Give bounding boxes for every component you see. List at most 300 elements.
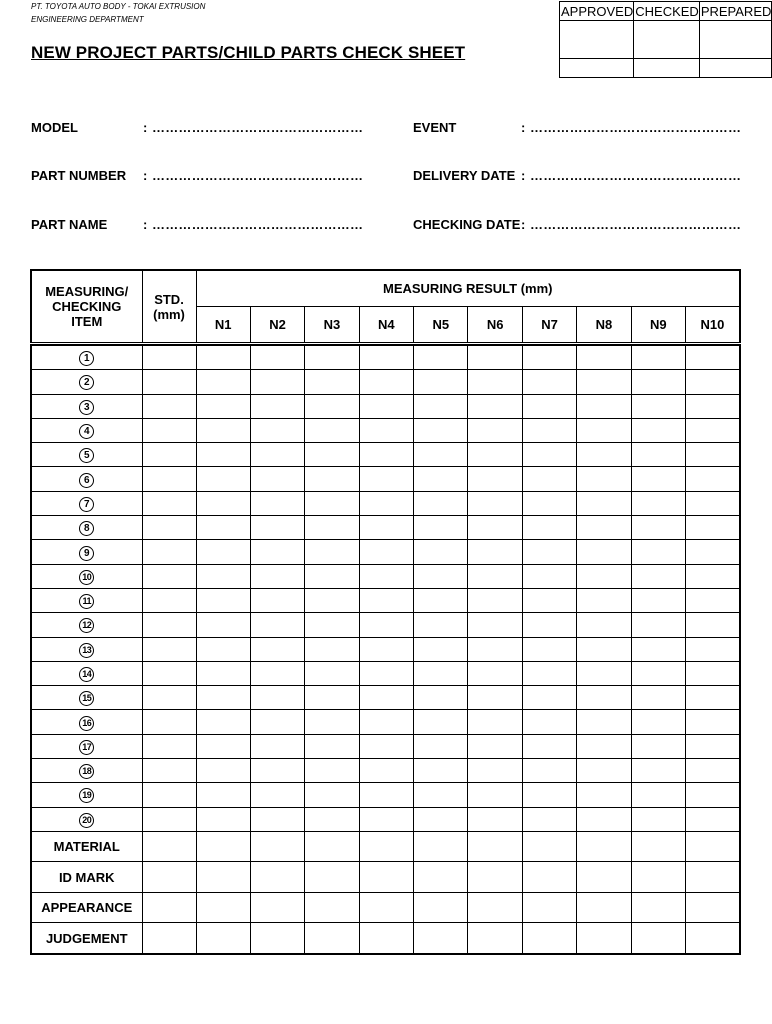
- item-15-n3-cell[interactable]: [305, 686, 359, 710]
- item-number-cell: [31, 516, 142, 540]
- item-11-n5-cell[interactable]: [414, 588, 468, 612]
- item-20-n5-cell[interactable]: [414, 807, 468, 831]
- item-11-n2-cell[interactable]: [250, 588, 304, 612]
- item-16-n10-cell[interactable]: [686, 710, 740, 734]
- item-5-n1-cell[interactable]: [196, 443, 250, 467]
- item-20-n6-cell[interactable]: [468, 807, 522, 831]
- id-mark-n2-cell[interactable]: [250, 862, 304, 893]
- id-mark-n1-cell[interactable]: [196, 862, 250, 893]
- item-3-n7-cell[interactable]: [522, 394, 576, 418]
- item-7-n4-cell[interactable]: [359, 491, 413, 515]
- material-std-cell[interactable]: [142, 831, 196, 862]
- item-16-n6-cell[interactable]: [468, 710, 522, 734]
- item-20-n10-cell[interactable]: [686, 807, 740, 831]
- item-9-n4-cell[interactable]: [359, 540, 413, 564]
- id-mark-n3-cell[interactable]: [305, 862, 359, 893]
- item-20-n1-cell[interactable]: [196, 807, 250, 831]
- model-dots[interactable]: …………………………………………: [152, 120, 364, 135]
- item-11-n4-cell[interactable]: [359, 588, 413, 612]
- approved-date-cell[interactable]: [560, 59, 634, 78]
- item-number-cell: [31, 686, 142, 710]
- item-3-n5-cell[interactable]: [414, 394, 468, 418]
- item-14-n5-cell[interactable]: [414, 661, 468, 685]
- table-row: [31, 394, 740, 418]
- item-16-n3-cell[interactable]: [305, 710, 359, 734]
- item-16-n9-cell[interactable]: [631, 710, 685, 734]
- item-4-n1-cell[interactable]: [196, 418, 250, 442]
- item-1-n10-cell[interactable]: [686, 346, 740, 370]
- item-18-n8-cell[interactable]: [577, 759, 631, 783]
- item-7-std-cell[interactable]: [142, 491, 196, 515]
- item-13-n6-cell[interactable]: [468, 637, 522, 661]
- item-17-n3-cell[interactable]: [305, 734, 359, 758]
- item-number-badge: 14: [79, 667, 94, 682]
- prepared-header: PREPARED: [700, 3, 772, 19]
- item-2-n2-cell[interactable]: [250, 370, 304, 394]
- item-9-n6-cell[interactable]: [468, 540, 522, 564]
- item-18-n6-cell[interactable]: [468, 759, 522, 783]
- item-20-n8-cell[interactable]: [577, 807, 631, 831]
- item-4-n4-cell[interactable]: [359, 418, 413, 442]
- item-10-n2-cell[interactable]: [250, 564, 304, 588]
- item-6-n8-cell[interactable]: [577, 467, 631, 491]
- item-7-n6-cell[interactable]: [468, 491, 522, 515]
- appearance-n2-cell[interactable]: [250, 892, 304, 923]
- item-13-n8-cell[interactable]: [577, 637, 631, 661]
- appearance-n5-cell[interactable]: [414, 892, 468, 923]
- item-16-n4-cell[interactable]: [359, 710, 413, 734]
- item-13-n3-cell[interactable]: [305, 637, 359, 661]
- item-13-n1-cell[interactable]: [196, 637, 250, 661]
- item-12-n6-cell[interactable]: [468, 613, 522, 637]
- item-20-n7-cell[interactable]: [522, 807, 576, 831]
- item-4-std-cell[interactable]: [142, 418, 196, 442]
- item-7-n8-cell[interactable]: [577, 491, 631, 515]
- item-1-n7-cell[interactable]: [522, 346, 576, 370]
- item-13-n4-cell[interactable]: [359, 637, 413, 661]
- item-2-n5-cell[interactable]: [414, 370, 468, 394]
- item-5-n7-cell[interactable]: [522, 443, 576, 467]
- item-16-n7-cell[interactable]: [522, 710, 576, 734]
- material-n4-cell[interactable]: [359, 831, 413, 862]
- item-14-n2-cell[interactable]: [250, 661, 304, 685]
- table-row: [31, 564, 740, 588]
- item-8-n7-cell[interactable]: [522, 516, 576, 540]
- item-5-n5-cell[interactable]: [414, 443, 468, 467]
- item-10-n6-cell[interactable]: [468, 564, 522, 588]
- item-12-n4-cell[interactable]: [359, 613, 413, 637]
- appearance-n6-cell[interactable]: [468, 892, 522, 923]
- item-1-n1-cell[interactable]: [196, 346, 250, 370]
- item-14-std-cell[interactable]: [142, 661, 196, 685]
- prepared-date-cell[interactable]: [699, 59, 772, 78]
- item-9-std-cell[interactable]: [142, 540, 196, 564]
- item-13-n7-cell[interactable]: [522, 637, 576, 661]
- judgement-n1-cell[interactable]: [196, 923, 250, 954]
- material-n6-cell[interactable]: [468, 831, 522, 862]
- item-10-n4-cell[interactable]: [359, 564, 413, 588]
- item-13-n10-cell[interactable]: [686, 637, 740, 661]
- judgement-n8-cell[interactable]: [577, 923, 631, 954]
- item-2-std-cell[interactable]: [142, 370, 196, 394]
- item-15-n10-cell[interactable]: [686, 686, 740, 710]
- item-12-n1-cell[interactable]: [196, 613, 250, 637]
- item-15-n1-cell[interactable]: [196, 686, 250, 710]
- approved-signature-cell[interactable]: [560, 21, 634, 59]
- item-11-n10-cell[interactable]: [686, 588, 740, 612]
- item-18-n10-cell[interactable]: [686, 759, 740, 783]
- table-row: [31, 710, 740, 734]
- item-20-n9-cell[interactable]: [631, 807, 685, 831]
- item-14-n3-cell[interactable]: [305, 661, 359, 685]
- item-6-n4-cell[interactable]: [359, 467, 413, 491]
- appearance-n8-cell[interactable]: [577, 892, 631, 923]
- item-14-n6-cell[interactable]: [468, 661, 522, 685]
- material-n5-cell[interactable]: [414, 831, 468, 862]
- item-19-n8-cell[interactable]: [577, 783, 631, 807]
- item-6-n10-cell[interactable]: [686, 467, 740, 491]
- table-row: [31, 734, 740, 758]
- item-6-n7-cell[interactable]: [522, 467, 576, 491]
- item-10-n8-cell[interactable]: [577, 564, 631, 588]
- item-15-n7-cell[interactable]: [522, 686, 576, 710]
- item-9-n5-cell[interactable]: [414, 540, 468, 564]
- item-17-n8-cell[interactable]: [577, 734, 631, 758]
- item-number-cell: [31, 491, 142, 515]
- item-11-n6-cell[interactable]: [468, 588, 522, 612]
- item-8-n1-cell[interactable]: [196, 516, 250, 540]
- model-label: MODEL: [31, 120, 78, 135]
- item-4-n8-cell[interactable]: [577, 418, 631, 442]
- item-17-n1-cell[interactable]: [196, 734, 250, 758]
- item-9-n10-cell[interactable]: [686, 540, 740, 564]
- sample-header-n3: N3: [305, 307, 359, 344]
- item-5-std-cell[interactable]: [142, 443, 196, 467]
- item-13-n5-cell[interactable]: [414, 637, 468, 661]
- item-2-n1-cell[interactable]: [196, 370, 250, 394]
- material-n3-cell[interactable]: [305, 831, 359, 862]
- item-1-n4-cell[interactable]: [359, 346, 413, 370]
- item-2-n8-cell[interactable]: [577, 370, 631, 394]
- item-9-n2-cell[interactable]: [250, 540, 304, 564]
- item-9-n1-cell[interactable]: [196, 540, 250, 564]
- item-7-n2-cell[interactable]: [250, 491, 304, 515]
- item-1-n6-cell[interactable]: [468, 346, 522, 370]
- item-17-n2-cell[interactable]: [250, 734, 304, 758]
- item-14-n10-cell[interactable]: [686, 661, 740, 685]
- id-mark-n10-cell[interactable]: [686, 862, 740, 893]
- judgement-n2-cell[interactable]: [250, 923, 304, 954]
- item-1-n8-cell[interactable]: [577, 346, 631, 370]
- item-7-n7-cell[interactable]: [522, 491, 576, 515]
- item-6-n3-cell[interactable]: [305, 467, 359, 491]
- item-15-n8-cell[interactable]: [577, 686, 631, 710]
- item-15-n6-cell[interactable]: [468, 686, 522, 710]
- item-15-n4-cell[interactable]: [359, 686, 413, 710]
- checking-date-dots[interactable]: …………………………………………: [530, 217, 742, 232]
- item-3-n1-cell[interactable]: [196, 394, 250, 418]
- appearance-n1-cell[interactable]: [196, 892, 250, 923]
- item-14-n7-cell[interactable]: [522, 661, 576, 685]
- item-1-n5-cell[interactable]: [414, 346, 468, 370]
- item-10-n9-cell[interactable]: [631, 564, 685, 588]
- id-mark-std-cell[interactable]: [142, 862, 196, 893]
- material-n10-cell[interactable]: [686, 831, 740, 862]
- item-17-n9-cell[interactable]: [631, 734, 685, 758]
- item-8-n8-cell[interactable]: [577, 516, 631, 540]
- std-header-text: STD. (mm): [153, 291, 185, 322]
- item-17-n5-cell[interactable]: [414, 734, 468, 758]
- item-18-n7-cell[interactable]: [522, 759, 576, 783]
- item-15-n5-cell[interactable]: [414, 686, 468, 710]
- id-mark-n9-cell[interactable]: [631, 862, 685, 893]
- judgement-n5-cell[interactable]: [414, 923, 468, 954]
- item-9-n8-cell[interactable]: [577, 540, 631, 564]
- item-4-n10-cell[interactable]: [686, 418, 740, 442]
- item-11-n1-cell[interactable]: [196, 588, 250, 612]
- checked-date-cell[interactable]: [634, 59, 700, 78]
- item-14-n4-cell[interactable]: [359, 661, 413, 685]
- item-20-std-cell[interactable]: [142, 807, 196, 831]
- item-18-std-cell[interactable]: [142, 759, 196, 783]
- id-mark-n6-cell[interactable]: [468, 862, 522, 893]
- item-18-n1-cell[interactable]: [196, 759, 250, 783]
- item-16-n1-cell[interactable]: [196, 710, 250, 734]
- item-2-n4-cell[interactable]: [359, 370, 413, 394]
- item-19-n7-cell[interactable]: [522, 783, 576, 807]
- item-8-n5-cell[interactable]: [414, 516, 468, 540]
- item-7-n5-cell[interactable]: [414, 491, 468, 515]
- item-5-n6-cell[interactable]: [468, 443, 522, 467]
- id-mark-n4-cell[interactable]: [359, 862, 413, 893]
- item-19-n10-cell[interactable]: [686, 783, 740, 807]
- part-number-dots[interactable]: …………………………………………: [152, 168, 364, 183]
- item-5-n4-cell[interactable]: [359, 443, 413, 467]
- material-n2-cell[interactable]: [250, 831, 304, 862]
- item-8-n2-cell[interactable]: [250, 516, 304, 540]
- item-number-badge: 9: [79, 546, 94, 561]
- item-9-n3-cell[interactable]: [305, 540, 359, 564]
- item-19-n4-cell[interactable]: [359, 783, 413, 807]
- judgement-n7-cell[interactable]: [522, 923, 576, 954]
- item-10-std-cell[interactable]: [142, 564, 196, 588]
- item-4-n9-cell[interactable]: [631, 418, 685, 442]
- event-dots[interactable]: …………………………………………: [530, 120, 742, 135]
- item-18-n3-cell[interactable]: [305, 759, 359, 783]
- item-3-n10-cell[interactable]: [686, 394, 740, 418]
- item-19-n5-cell[interactable]: [414, 783, 468, 807]
- item-18-n4-cell[interactable]: [359, 759, 413, 783]
- part-name-dots[interactable]: …………………………………………: [152, 217, 364, 232]
- table-row: [31, 588, 740, 612]
- item-2-n7-cell[interactable]: [522, 370, 576, 394]
- judgement-n10-cell[interactable]: [686, 923, 740, 954]
- item-6-n2-cell[interactable]: [250, 467, 304, 491]
- item-3-std-cell[interactable]: [142, 394, 196, 418]
- item-19-n6-cell[interactable]: [468, 783, 522, 807]
- item-11-n8-cell[interactable]: [577, 588, 631, 612]
- department-name: ENGINEERING DEPARTMENT: [31, 15, 144, 24]
- item-19-n3-cell[interactable]: [305, 783, 359, 807]
- appearance-n4-cell[interactable]: [359, 892, 413, 923]
- item-2-n9-cell[interactable]: [631, 370, 685, 394]
- item-16-n2-cell[interactable]: [250, 710, 304, 734]
- item-13-n9-cell[interactable]: [631, 637, 685, 661]
- item-19-std-cell[interactable]: [142, 783, 196, 807]
- item-number-cell: [31, 613, 142, 637]
- item-number-badge: 20: [79, 813, 94, 828]
- item-10-n5-cell[interactable]: [414, 564, 468, 588]
- judgement-n3-cell[interactable]: [305, 923, 359, 954]
- appearance-n7-cell[interactable]: [522, 892, 576, 923]
- item-16-std-cell[interactable]: [142, 710, 196, 734]
- item-13-n2-cell[interactable]: [250, 637, 304, 661]
- item-9-n9-cell[interactable]: [631, 540, 685, 564]
- item-17-n10-cell[interactable]: [686, 734, 740, 758]
- table-row-id-mark: [31, 862, 740, 893]
- judgement-std-cell[interactable]: [142, 923, 196, 954]
- item-4-n7-cell[interactable]: [522, 418, 576, 442]
- item-7-n9-cell[interactable]: [631, 491, 685, 515]
- item-14-n1-cell[interactable]: [196, 661, 250, 685]
- item-3-n9-cell[interactable]: [631, 394, 685, 418]
- appearance-n10-cell[interactable]: [686, 892, 740, 923]
- item-5-n8-cell[interactable]: [577, 443, 631, 467]
- item-8-n10-cell[interactable]: [686, 516, 740, 540]
- item-12-n5-cell[interactable]: [414, 613, 468, 637]
- item-19-n1-cell[interactable]: [196, 783, 250, 807]
- item-12-n10-cell[interactable]: [686, 613, 740, 637]
- judgement-n9-cell[interactable]: [631, 923, 685, 954]
- item-11-n7-cell[interactable]: [522, 588, 576, 612]
- item-11-n9-cell[interactable]: [631, 588, 685, 612]
- item-number-badge: 13: [79, 643, 94, 658]
- item-16-n8-cell[interactable]: [577, 710, 631, 734]
- item-1-n3-cell[interactable]: [305, 346, 359, 370]
- material-n9-cell[interactable]: [631, 831, 685, 862]
- item-7-n10-cell[interactable]: [686, 491, 740, 515]
- row-label-judgement: JUDGEMENT: [31, 923, 142, 954]
- item-17-n6-cell[interactable]: [468, 734, 522, 758]
- item-20-n2-cell[interactable]: [250, 807, 304, 831]
- item-11-n3-cell[interactable]: [305, 588, 359, 612]
- item-6-std-cell[interactable]: [142, 467, 196, 491]
- material-n1-cell[interactable]: [196, 831, 250, 862]
- item-13-std-cell[interactable]: [142, 637, 196, 661]
- appearance-n3-cell[interactable]: [305, 892, 359, 923]
- material-n7-cell[interactable]: [522, 831, 576, 862]
- item-4-n5-cell[interactable]: [414, 418, 468, 442]
- item-7-n1-cell[interactable]: [196, 491, 250, 515]
- item-11-std-cell[interactable]: [142, 588, 196, 612]
- item-12-std-cell[interactable]: [142, 613, 196, 637]
- item-20-n3-cell[interactable]: [305, 807, 359, 831]
- item-6-n9-cell[interactable]: [631, 467, 685, 491]
- item-16-n5-cell[interactable]: [414, 710, 468, 734]
- appearance-std-cell[interactable]: [142, 892, 196, 923]
- item-14-n8-cell[interactable]: [577, 661, 631, 685]
- item-3-n2-cell[interactable]: [250, 394, 304, 418]
- item-12-n9-cell[interactable]: [631, 613, 685, 637]
- sample-header-n5: N5: [414, 307, 468, 344]
- item-5-n10-cell[interactable]: [686, 443, 740, 467]
- delivery-date-dots[interactable]: …………………………………………: [530, 168, 742, 183]
- item-3-n4-cell[interactable]: [359, 394, 413, 418]
- item-18-n9-cell[interactable]: [631, 759, 685, 783]
- item-5-n2-cell[interactable]: [250, 443, 304, 467]
- item-12-n2-cell[interactable]: [250, 613, 304, 637]
- item-15-std-cell[interactable]: [142, 686, 196, 710]
- item-1-n2-cell[interactable]: [250, 346, 304, 370]
- item-18-n5-cell[interactable]: [414, 759, 468, 783]
- item-8-n4-cell[interactable]: [359, 516, 413, 540]
- item-8-n6-cell[interactable]: [468, 516, 522, 540]
- item-10-n1-cell[interactable]: [196, 564, 250, 588]
- id-mark-n5-cell[interactable]: [414, 862, 468, 893]
- item-2-n3-cell[interactable]: [305, 370, 359, 394]
- item-1-std-cell[interactable]: [142, 346, 196, 370]
- item-18-n2-cell[interactable]: [250, 759, 304, 783]
- item-10-n3-cell[interactable]: [305, 564, 359, 588]
- item-17-n7-cell[interactable]: [522, 734, 576, 758]
- item-4-n2-cell[interactable]: [250, 418, 304, 442]
- item-2-n10-cell[interactable]: [686, 370, 740, 394]
- item-4-n3-cell[interactable]: [305, 418, 359, 442]
- item-8-n3-cell[interactable]: [305, 516, 359, 540]
- item-9-n7-cell[interactable]: [522, 540, 576, 564]
- id-mark-n8-cell[interactable]: [577, 862, 631, 893]
- item-15-n2-cell[interactable]: [250, 686, 304, 710]
- judgement-n4-cell[interactable]: [359, 923, 413, 954]
- item-6-n5-cell[interactable]: [414, 467, 468, 491]
- item-3-n3-cell[interactable]: [305, 394, 359, 418]
- table-row: [31, 613, 740, 637]
- item-12-n8-cell[interactable]: [577, 613, 631, 637]
- item-5-n3-cell[interactable]: [305, 443, 359, 467]
- judgement-n6-cell[interactable]: [468, 923, 522, 954]
- item-2-n6-cell[interactable]: [468, 370, 522, 394]
- item-3-n6-cell[interactable]: [468, 394, 522, 418]
- item-6-n6-cell[interactable]: [468, 467, 522, 491]
- item-10-n10-cell[interactable]: [686, 564, 740, 588]
- item-14-n9-cell[interactable]: [631, 661, 685, 685]
- item-4-n6-cell[interactable]: [468, 418, 522, 442]
- item-12-n7-cell[interactable]: [522, 613, 576, 637]
- item-number-badge: 17: [79, 740, 94, 755]
- item-10-n7-cell[interactable]: [522, 564, 576, 588]
- item-12-n3-cell[interactable]: [305, 613, 359, 637]
- item-8-std-cell[interactable]: [142, 516, 196, 540]
- item-3-n8-cell[interactable]: [577, 394, 631, 418]
- item-8-n9-cell[interactable]: [631, 516, 685, 540]
- item-19-n9-cell[interactable]: [631, 783, 685, 807]
- item-5-n9-cell[interactable]: [631, 443, 685, 467]
- item-number-cell: [31, 564, 142, 588]
- item-20-n4-cell[interactable]: [359, 807, 413, 831]
- material-n8-cell[interactable]: [577, 831, 631, 862]
- item-1-n9-cell[interactable]: [631, 346, 685, 370]
- appearance-n9-cell[interactable]: [631, 892, 685, 923]
- item-19-n2-cell[interactable]: [250, 783, 304, 807]
- prepared-signature-cell[interactable]: [699, 21, 772, 59]
- item-17-std-cell[interactable]: [142, 734, 196, 758]
- checked-signature-cell[interactable]: [634, 21, 700, 59]
- item-7-n3-cell[interactable]: [305, 491, 359, 515]
- item-6-n1-cell[interactable]: [196, 467, 250, 491]
- id-mark-n7-cell[interactable]: [522, 862, 576, 893]
- item-17-n4-cell[interactable]: [359, 734, 413, 758]
- item-15-n9-cell[interactable]: [631, 686, 685, 710]
